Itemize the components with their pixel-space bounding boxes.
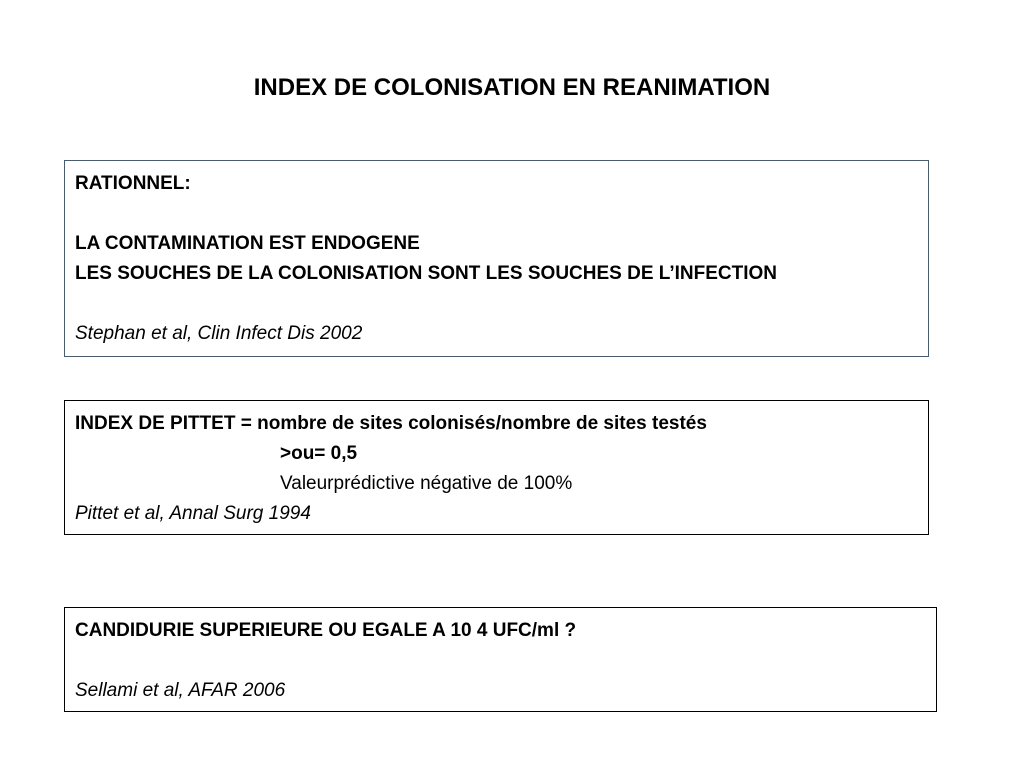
blank-line (75, 199, 918, 229)
slide-title: INDEX DE COLONISATION EN REANIMATION (253, 74, 771, 101)
pittet-predictive-value: Valeurprédictive négative de 100% (280, 473, 573, 494)
candidurie-reference: Sellami et al, AFAR 2006 (75, 680, 286, 701)
rationnel-reference: Stephan et al, Clin Infect Dis 2002 (75, 323, 363, 344)
rationnel-heading: RATIONNEL: (75, 173, 191, 194)
rationnel-line-souches: LES SOUCHES DE LA COLONISATION SONT LES SOUCHES DE L’INFECTION (75, 263, 777, 284)
candidurie-box (64, 607, 937, 712)
blank-line (75, 646, 926, 676)
pittet-reference: Pittet et al, Annal Surg 1994 (75, 503, 311, 524)
rationnel-box (64, 160, 929, 357)
blank-line (75, 289, 918, 319)
pittet-threshold: >ou= 0,5 (280, 443, 358, 464)
pittet-index-box (64, 400, 929, 535)
rationnel-line-endogene: LA CONTAMINATION EST ENDOGENE (75, 233, 420, 254)
candidurie-heading: CANDIDURIE SUPERIEURE OU EGALE A 10 4 UFC/ml ? (75, 620, 577, 641)
pittet-definition: INDEX DE PITTET = nombre de sites colonisés/nombre de sites testés (75, 413, 707, 434)
